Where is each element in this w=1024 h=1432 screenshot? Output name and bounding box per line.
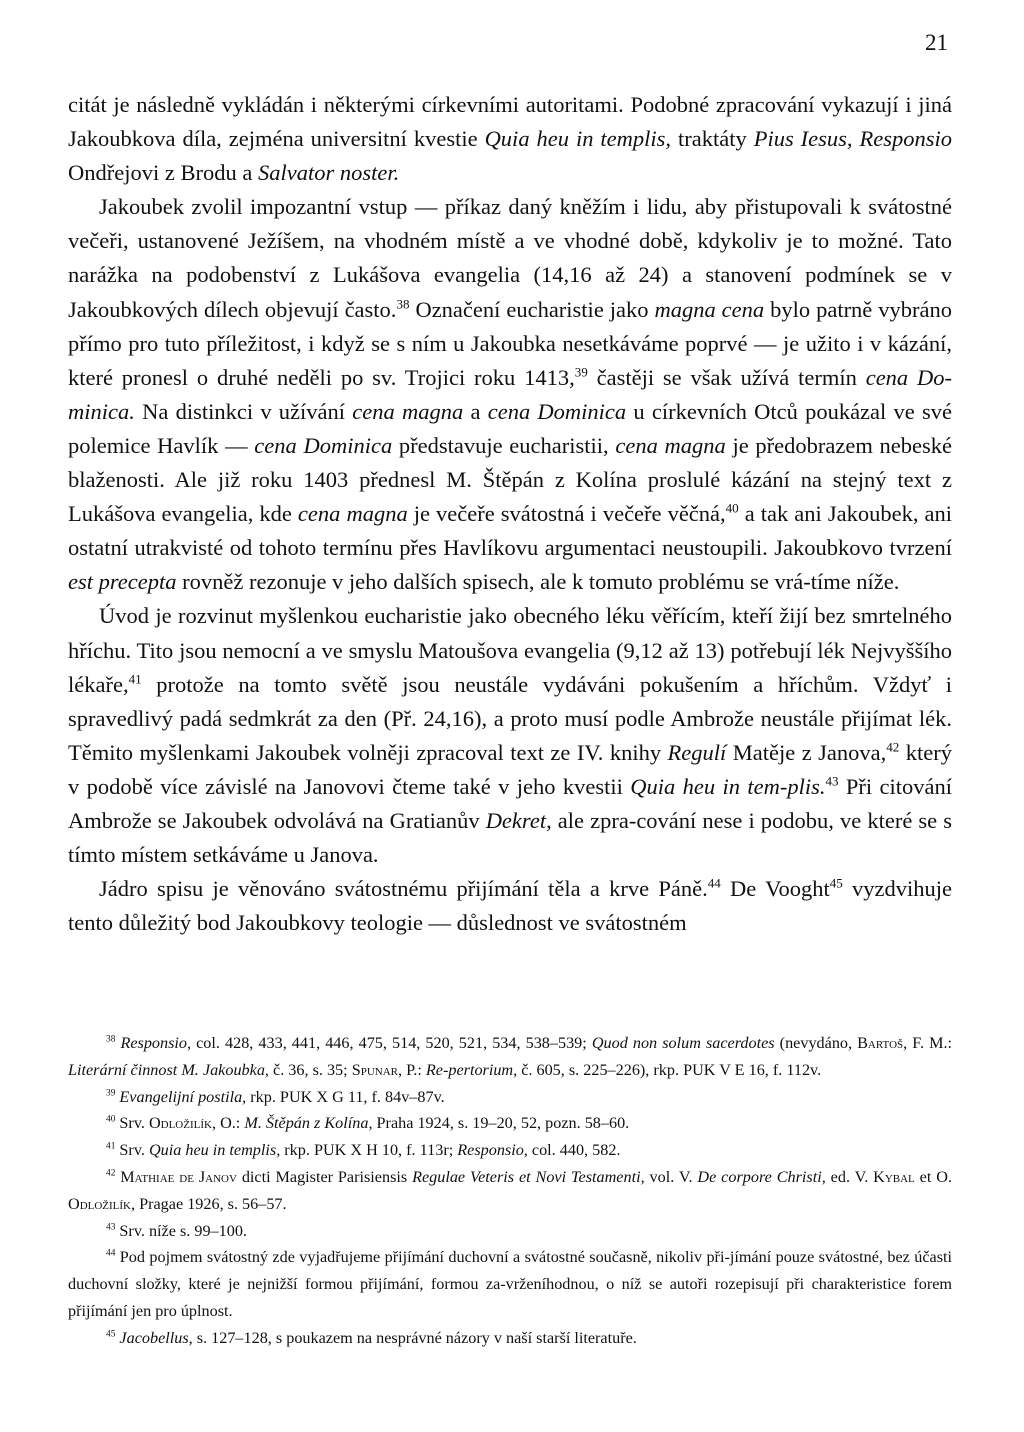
paragraph-2 xyxy=(68,190,952,599)
italic-title: Literární činnost M. Jakoubka, xyxy=(68,1060,269,1079)
footnote-ref-41: 41 xyxy=(128,671,142,687)
footnote-number: 38 xyxy=(106,1034,116,1045)
footnote-number: 45 xyxy=(106,1329,116,1340)
text-run: rovněž rezonuje v jeho dalších spisech, ale k tomuto problému se vrá-tíme níže. xyxy=(176,569,900,595)
italic-title: Responsio, xyxy=(457,1141,528,1160)
text-run: a xyxy=(463,398,488,424)
text-run: č. 36, s. 35; xyxy=(268,1060,352,1079)
text-run: častěji se však užívá termín xyxy=(587,364,866,390)
italic-term: est precepta xyxy=(68,569,177,595)
text-run: vyzdvihuje tento důležitý bod Jakoubkovy teologie — důslednost ve svátostném xyxy=(68,876,952,936)
page-number: 21 xyxy=(925,30,948,55)
italic-term: cena magna xyxy=(615,432,726,458)
italic-title: Pius Iesus, Responsio xyxy=(753,126,952,152)
author-name: Bartoš xyxy=(857,1034,904,1052)
italic-title: Quia heu in tem-plis. xyxy=(630,773,826,799)
text-run: rkp. PUK X G 11, f. 84v–87v. xyxy=(246,1087,445,1106)
text-run: Při citování Ambrože se Jakoubek odvolává na Gratianův xyxy=(68,773,952,833)
italic-title: Regulae Veteris et Novi Testamenti, xyxy=(412,1167,645,1186)
italic-term: cena Do-minica. xyxy=(68,364,953,424)
text-run: Pod pojmem svátostný zde vyjadřujeme přijímání duchovní a svátostné současně, nikoliv při-jímání pouze svátostné, bez účasti duchovní složky, které je nejnižší formou přijímání, formou za-vrženíhodnou, o níž se autoři rozepisují při charakteristice forem přijímání jen pro úplnost. xyxy=(68,1248,953,1320)
text-run: , P.: xyxy=(398,1060,426,1079)
text-run: vol. V. xyxy=(644,1167,698,1186)
text-run: bylo patrně vybráno přímo pro tuto příležitost, i když se s ním u Jakoubka nesetkáváme poprvé — je užito i v kázání, které pronesl o druhé neděli po sv. Trojici roku 1413, xyxy=(68,296,952,390)
text-run: je předobrazem nebeské blaženosti. Ale již roku 1403 přednesl M. Štěpán z Kolína proslulé kázání na stejný text z Lukášova evangelia, kde xyxy=(68,432,952,527)
text-run: De Vooght xyxy=(720,876,830,902)
text-run: č. 605, s. 225–226), rkp. PUK V E 16, f. 112v. xyxy=(517,1060,822,1079)
text-run: ed. V. xyxy=(825,1167,874,1186)
paragraph-3 xyxy=(68,599,952,872)
footnote-ref-39: 39 xyxy=(574,364,588,380)
text-run: col. 428, 433, 441, 446, 475, 514, 520, 521, 534, 538–539; xyxy=(191,1034,592,1052)
italic-title: De corpore Christi, xyxy=(697,1167,826,1186)
footnote-44 xyxy=(68,1244,952,1324)
footnote-ref-45: 45 xyxy=(829,875,843,891)
text-run: u církevních Otců poukázal ve své polemice Havlík — xyxy=(68,398,952,458)
text-run: rkp. PUK X H 10, f. 113r; xyxy=(280,1141,458,1160)
text-run: Úvod je rozvinut myšlenkou eucharistie jako obecného léku věřícím, kteří žijí bez smrtelného hříchu. Tito jsou nemocní a ve smyslu Matoušova evangelia (9,12 až 13) potřebují lék Nejvyššího lékaře, xyxy=(68,603,952,697)
footnote-42 xyxy=(68,1164,952,1218)
italic-title: Quod non solum sacerdotes xyxy=(591,1034,775,1052)
footnote-ref-42: 42 xyxy=(886,739,900,755)
text-run: col. 440, 582. xyxy=(527,1141,621,1160)
text-run: je večeře svátostná i večeře věčná, xyxy=(407,501,726,527)
main-text xyxy=(68,88,952,940)
footnote-number: 39 xyxy=(106,1088,116,1099)
text-run: Praha 1924, s. 19–20, 52, pozn. 58–60. xyxy=(372,1114,630,1133)
text-run: Označení eucharistie jako xyxy=(409,296,655,322)
italic-title: M. Štěpán z Kolína, xyxy=(244,1114,373,1133)
footnote-41 xyxy=(68,1137,952,1164)
footnote-ref-43: 43 xyxy=(825,773,839,789)
italic-title: Responsio, xyxy=(120,1034,192,1052)
author-name: Odložilík xyxy=(148,1114,212,1133)
italic-title: Regulí xyxy=(667,739,727,765)
footnote-number: 42 xyxy=(106,1168,116,1179)
text-run: , Pragae 1926, s. 56–57. xyxy=(131,1194,287,1213)
italic-term: cena Dominica xyxy=(254,432,393,458)
author-name: Mathiae de Janov xyxy=(120,1167,237,1186)
italic-title: Salvator noster. xyxy=(257,160,400,186)
text-run: představuje eucharistii, xyxy=(392,432,616,458)
footnote-number: 41 xyxy=(106,1141,116,1152)
text-run: , O.: xyxy=(211,1114,245,1133)
text-run: (nevydáno, xyxy=(774,1034,858,1052)
text-run: Srv. xyxy=(119,1114,149,1133)
footnote-43 xyxy=(68,1218,952,1245)
footnote-ref-40: 40 xyxy=(725,500,739,516)
author-name: Spunar xyxy=(351,1060,398,1079)
footnote-number: 44 xyxy=(106,1248,116,1259)
author-name: Odložilík xyxy=(68,1194,132,1213)
text-run: , F. M.: xyxy=(903,1034,953,1052)
text-run: Srv. xyxy=(119,1141,149,1160)
footnote-ref-38: 38 xyxy=(396,296,410,312)
footnote-number: 40 xyxy=(106,1115,116,1125)
text-run: et O. xyxy=(914,1167,952,1186)
text-run: Srv. níže s. 99–100. xyxy=(119,1221,247,1240)
paragraph-4 xyxy=(68,872,952,940)
footnote-45 xyxy=(68,1325,952,1352)
italic-term: cena Dominica xyxy=(487,398,627,424)
text-run: traktáty xyxy=(671,126,754,152)
text-run: dicti Magister Parisiensis xyxy=(236,1167,413,1186)
italic-title: Jacobellus, xyxy=(119,1328,193,1347)
italic-term: magna cena xyxy=(654,296,765,322)
text-run: s. 127–128, s poukazem na nesprávné názory v naší starší literatuře. xyxy=(192,1328,637,1347)
text-run: ale zpra-cování nese i podobu, ve které se s tímto místem setkáváme u Janova. xyxy=(68,807,953,868)
author-name: Kybal xyxy=(873,1167,915,1186)
footnote-40 xyxy=(68,1110,952,1137)
italic-term: cena magna xyxy=(297,501,408,527)
text-run: Matěje z Janova, xyxy=(726,739,887,765)
text-run: a tak ani Jakoubek, ani ostatní utrakvisté od tohoto termínu přes Havlíkovu argumentaci neustoupili. Jakoubkovo tvrzení xyxy=(68,501,952,561)
italic-title: Re-pertorium, xyxy=(425,1060,518,1079)
italic-title: Quia heu in templis, xyxy=(148,1141,281,1160)
text-run: protože na tomto světě jsou neustále vydáváni pokušením a hříchům. Vždyť i spravedlivý padá sedmkrát za den (Př. 24,16), a proto musí podle Ambrože neustále přijímat lék. Těmito myšlenkami Jakoubek volněji zpracoval text ze IV. knihy xyxy=(68,671,952,765)
text-run: který v podobě více závislé na Janovovi čteme také v jeho kvestii xyxy=(68,739,953,799)
text-run: Na distinkci v užívání xyxy=(134,398,353,424)
footnote-39 xyxy=(68,1084,952,1111)
text-run: citát je následně vykládán i některými církevními autoritami. Podobné zpracování vykazují i jiná Jakoubkova díla, zejména universitní kvestie xyxy=(68,92,952,152)
italic-title: Evangelijní postila, xyxy=(119,1087,247,1106)
italic-title: Dekret, xyxy=(485,807,552,833)
footnote-ref-44: 44 xyxy=(707,875,721,891)
footnote-number: 43 xyxy=(106,1222,116,1233)
italic-term: cena magna xyxy=(352,398,464,424)
text-run: Jakoubek zvolil impozantní vstup — příkaz daný kněžím i lidu, aby přistupovali k svátostné večeři, ustanovené Ježíšem, na vhodném místě a ve vhodné době, kdykoliv je to možné. Tato narážka na podobenství z Lukášova evangelia (14,16 až 24) a stanovení podmínek se v Jakoubkových dílech objevují často. xyxy=(68,194,952,322)
text-run: Ondřejovi z Brodu a xyxy=(68,160,258,186)
footnotes xyxy=(68,1030,952,1352)
paragraph-1 xyxy=(68,88,952,190)
text-run: Jádro spisu je věnováno svátostnému přijímání těla a krve Páně. xyxy=(99,876,708,902)
italic-title: Quia heu in templis, xyxy=(484,126,672,152)
footnote-38 xyxy=(68,1030,952,1084)
